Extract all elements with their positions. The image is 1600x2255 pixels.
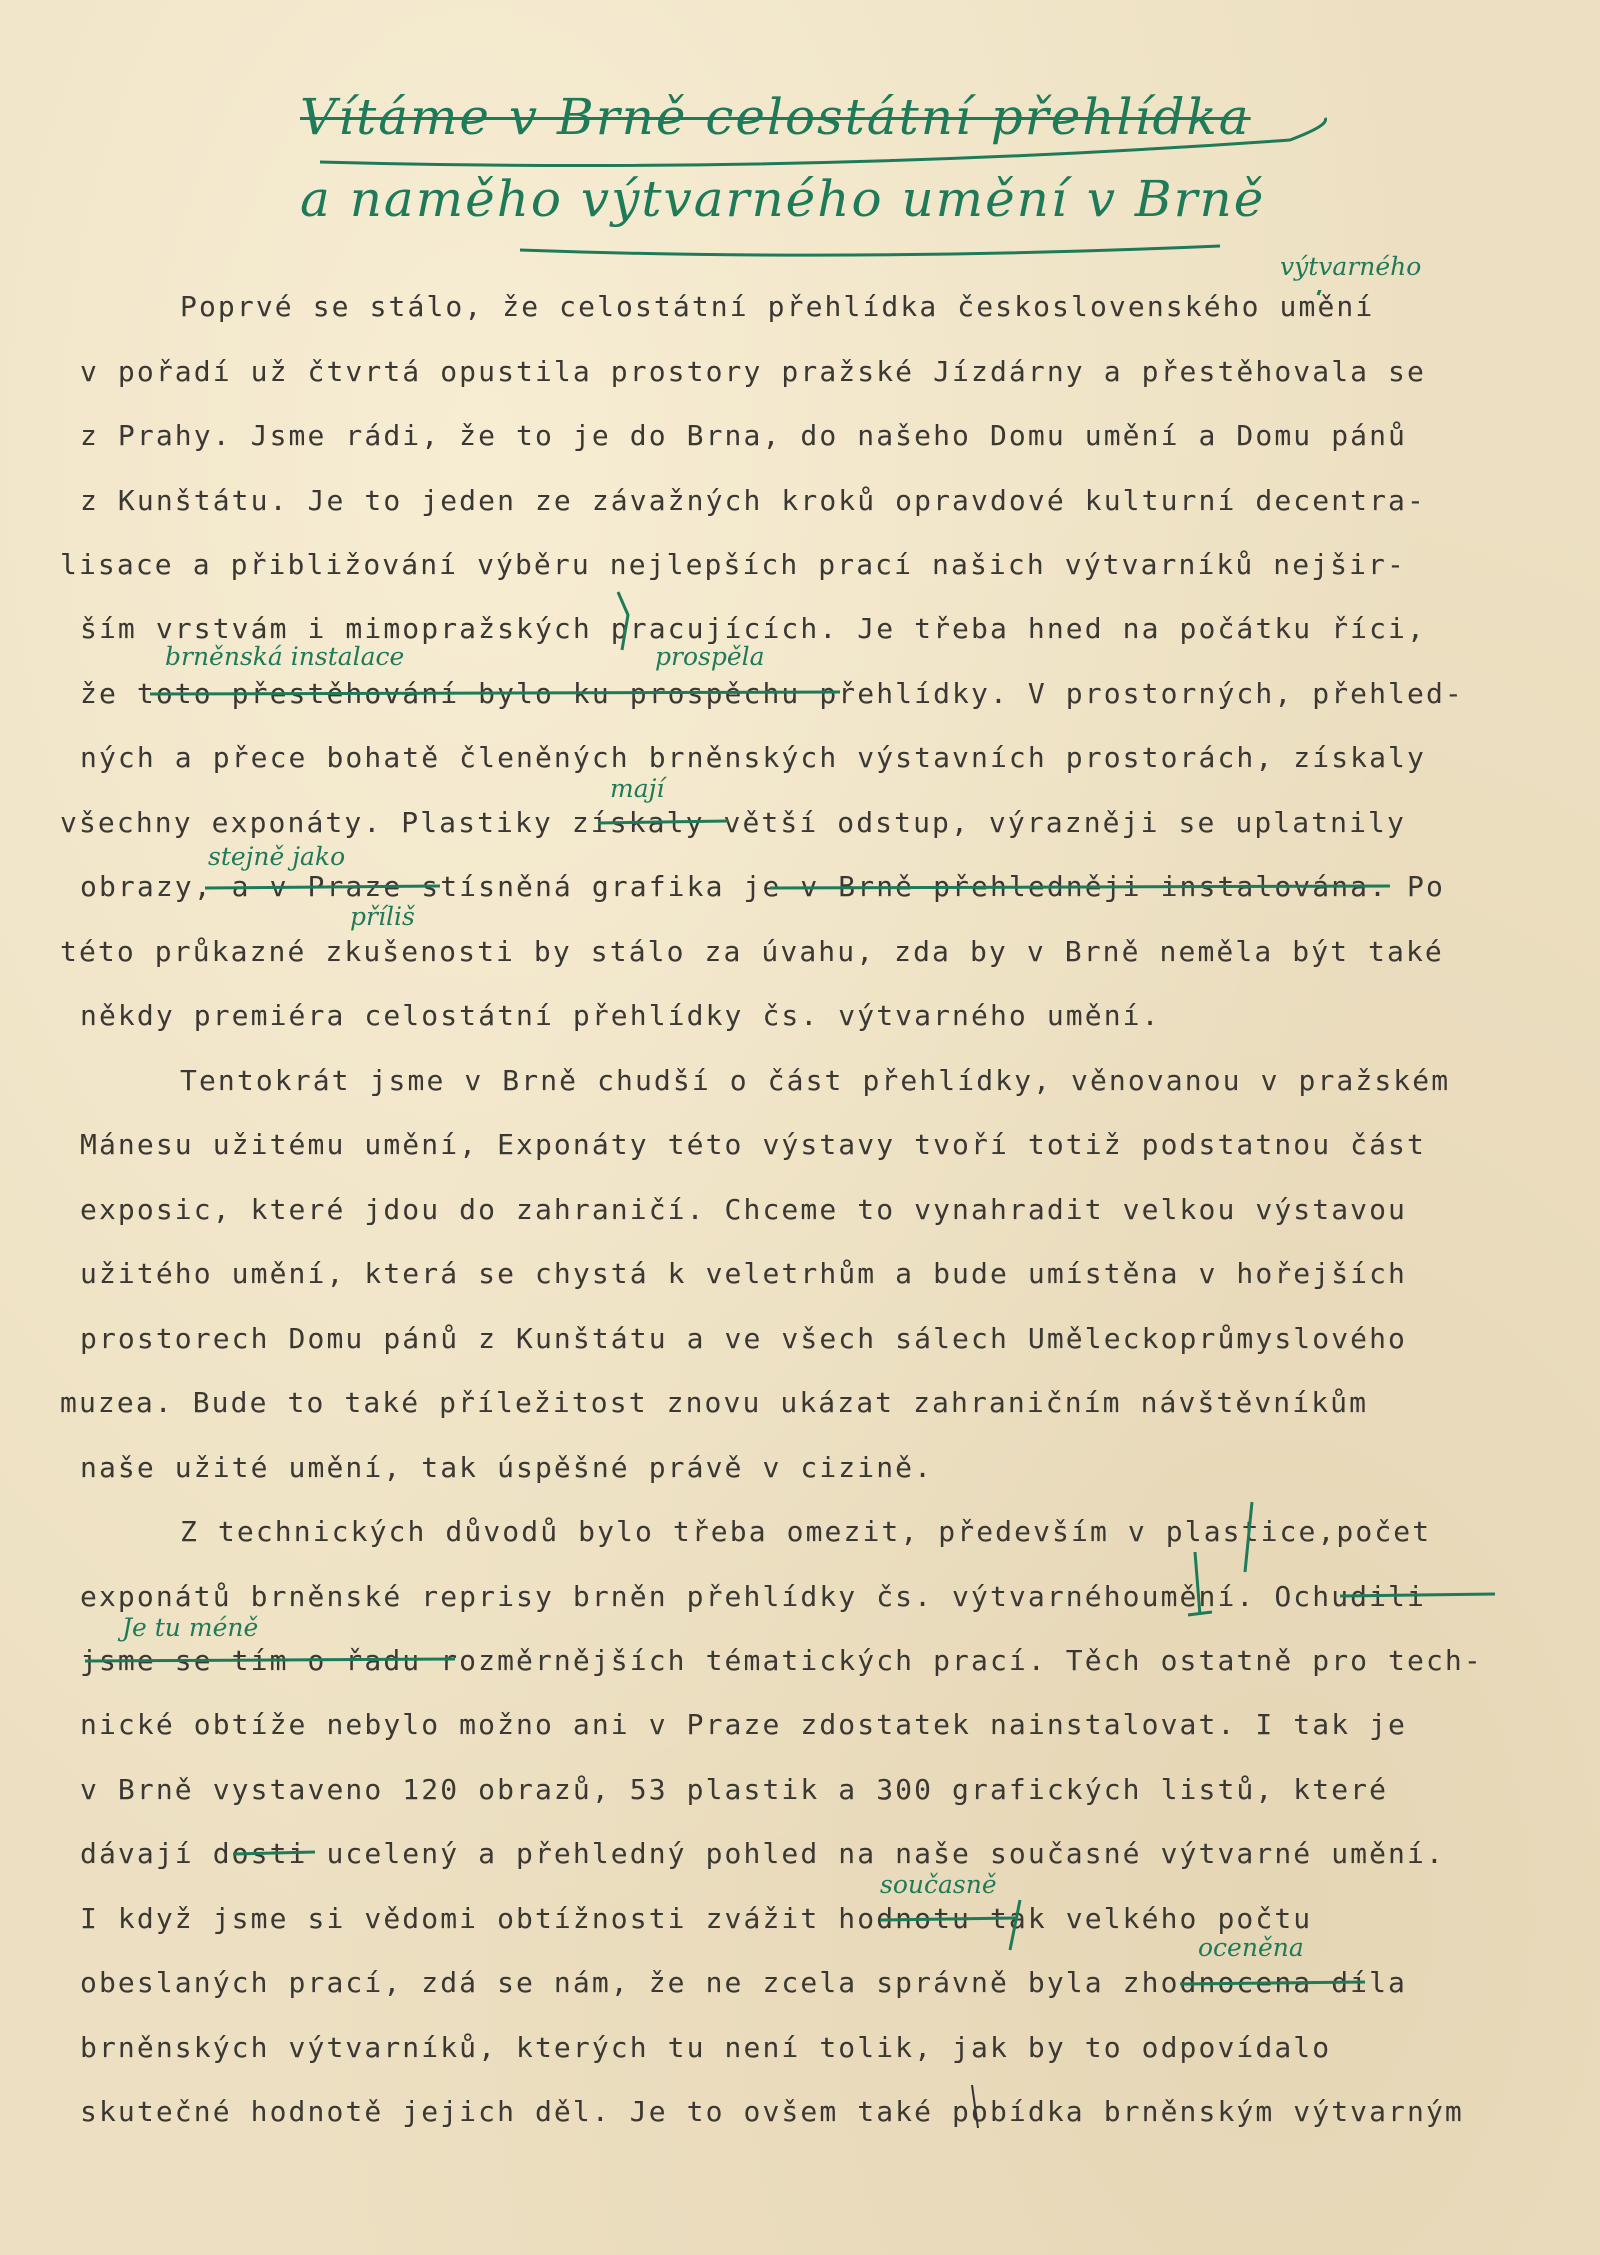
heading-underlines xyxy=(0,0,1600,280)
annotation-stejne-jako: stejně jako xyxy=(208,842,346,871)
annotation-prilis: příliš xyxy=(350,902,415,931)
heading-line-1-text: Vítáme v Brně celostátní přehlídka xyxy=(300,88,1251,146)
annotation-ocenena: oceněna xyxy=(1198,1933,1304,1962)
text-line: z Prahy. Jsme rádi, že to je do Brna, do našeho Domu umění a Domu pánů xyxy=(80,419,1408,452)
annotation-prospela: prospěla xyxy=(655,642,765,671)
text-line: exponátů brněnské reprisy brněn přehlídky čs. výtvarnéhoumění. Ochudili xyxy=(80,1580,1426,1613)
text-line: všechny exponáty. Plastiky získaly větší odstup, výrazněji se uplatnily xyxy=(60,806,1406,839)
text-line: Z technických důvodů bylo třeba omezit, především v plastice,počet xyxy=(180,1515,1432,1548)
text-line: prostorech Domu pánů z Kunštátu a ve všech sálech Uměleckoprůmyslového xyxy=(80,1322,1408,1355)
text-line: lisace a přibližování výběru nejlepších prací našich výtvarníků nejšir- xyxy=(60,548,1406,581)
text-line: Poprvé se stálo, že celostátní přehlídka československého umění xyxy=(180,290,1375,323)
text-line: I když jsme si vědomi obtížnosti zvážit hodnotu tak velkého počtu xyxy=(80,1902,1313,1935)
text-line: této průkazné zkušenosti by stálo za úvahu, zda by v Brně neměla být také xyxy=(60,935,1444,968)
annotation-maji: mají xyxy=(610,774,665,803)
text-line: že toto přestěhování bylo ku prospěchu přehlídky. V prostorných, přehled- xyxy=(80,677,1464,710)
text-line: exposic, které jdou do zahraničí. Chceme to vynahradit velkou výstavou xyxy=(80,1193,1408,1226)
heading-line-2-text: a naměho výtvarného umění v Brně xyxy=(300,170,1266,228)
text-line: užitého umění, která se chystá k veletrhům a bude umístěna v hořejších xyxy=(80,1257,1408,1290)
text-line: jsme se tím o řadu rozměrnějších tématických prací. Těch ostatně pro tech- xyxy=(80,1644,1483,1677)
text-line: Mánesu užitému umění, Exponáty této výstavy tvoří totiž podstatnou část xyxy=(80,1128,1426,1161)
text-line: někdy premiéra celostátní přehlídky čs. výtvarného umění. xyxy=(80,999,1161,1032)
text-line: dávají dosti ucelený a přehledný pohled na naše současné výtvarné umění. xyxy=(80,1837,1445,1870)
text-line: v pořadí už čtvrtá opustila prostory pražské Jízdárny a přestěhovala se xyxy=(80,355,1426,388)
text-line: naše užité umění, tak úspěšné právě v cizině. xyxy=(80,1451,934,1484)
text-line: obeslaných prací, zdá se nám, že ne zcela správně byla zhodnocena díla xyxy=(80,1966,1408,1999)
annotation-je-tu-mene: Je tu méně xyxy=(122,1613,259,1642)
text-line: Tentokrát jsme v Brně chudší o část přehlídky, věnovanou v pražském xyxy=(180,1064,1451,1097)
text-line: v Brně vystaveno 120 obrazů, 53 plastik a 300 grafických listů, které xyxy=(80,1773,1389,1806)
annotation-soucasne: současně xyxy=(880,1870,997,1899)
text-line: skutečné hodnotě jejich děl. Je to ovšem také pobídka brněnským výtvarným xyxy=(80,2095,1464,2128)
text-line: obrazy, a v Praze stísněná grafika je v Brně přehledněji instalována. Po xyxy=(80,870,1445,903)
text-line: muzea. Bude to také příležitost znovu ukázat zahraničním návštěvníkům xyxy=(60,1386,1369,1419)
annotation-vytvarneho: výtvarného xyxy=(1280,252,1422,281)
text-line: ším vrstvám i mimopražských pracujících. Je třeba hned na počátku říci, xyxy=(80,612,1426,645)
annotation-instalace: brněnská instalace xyxy=(165,642,405,671)
text-line: ných a přece bohatě členěných brněnských výstavních prostorách, získaly xyxy=(80,741,1426,774)
text-line: nické obtíže nebylo možno ani v Praze zdostatek nainstalovat. I tak je xyxy=(80,1708,1408,1741)
text-line: z Kunštátu. Je to jeden ze závažných kroků opravdové kulturní decentra- xyxy=(80,484,1426,517)
handwritten-heading xyxy=(0,0,1600,280)
text-line: brněnských výtvarníků, kterých tu není tolik, jak by to odpovídalo xyxy=(80,2031,1332,2064)
